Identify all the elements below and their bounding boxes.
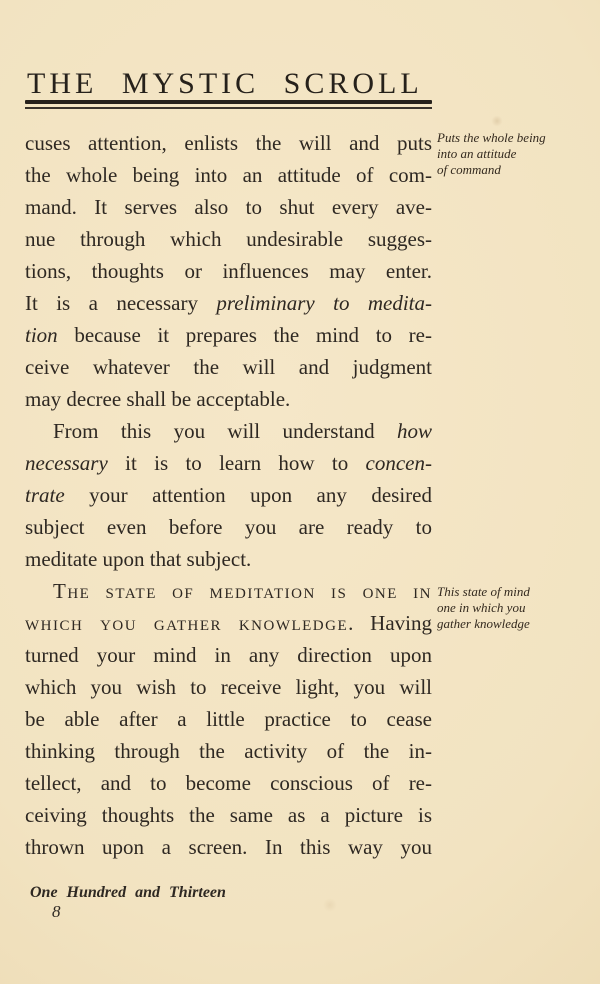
body-line: tions, thoughts or influences may enter.: [25, 259, 432, 283]
body-line: ceive whatever the will and judgment: [25, 355, 432, 379]
margin-note-line: gather knowledge: [437, 616, 530, 631]
page-title: THE MYSTIC SCROLL: [27, 67, 423, 100]
body-line: tion because it prepares the mind to re-: [25, 323, 432, 347]
body-line: which you wish to receive light, you will: [25, 675, 432, 699]
body-line: subject even before you are ready to: [25, 515, 432, 539]
body-line: ceiving thoughts the same as a picture is: [25, 803, 432, 827]
margin-note-line: of command: [437, 162, 501, 177]
body-line: thrown upon a screen. In this way you: [25, 835, 432, 859]
margin-note-attitude-of-command: [437, 130, 589, 178]
body-line: mand. It serves also to shut every ave-: [25, 195, 432, 219]
margin-note-line: This state of mind: [437, 584, 530, 599]
margin-note-line: Puts the whole being: [437, 130, 546, 145]
body-line: trate your attention upon any desired: [25, 483, 432, 507]
body-line: meditate upon that subject.: [25, 547, 252, 571]
header-rule-thin: [25, 107, 432, 109]
body-line: nue through which undesirable sugges-: [25, 227, 432, 251]
body-line: From this you will understand how: [53, 419, 432, 443]
margin-note-gather-knowledge: [437, 584, 589, 632]
body-line: which you gather knowledge. Having: [25, 611, 432, 635]
body-text: [25, 127, 432, 863]
margin-note-line: one in which you: [437, 600, 526, 615]
body-line: cuses attention, enlists the will and puts: [25, 131, 432, 155]
header-rule-thick: [25, 100, 432, 104]
page-number-words: One Hundred and Thirteen: [30, 884, 226, 901]
body-line: The state of meditation is one in: [53, 579, 432, 603]
body-line: tellect, and to become conscious of re-: [25, 771, 432, 795]
body-line: may decree shall be acceptable.: [25, 387, 291, 411]
body-line: be able after a little practice to cease: [25, 707, 432, 731]
body-line: thinking through the activity of the in-: [25, 739, 432, 763]
body-line: necessary it is to learn how to concen-: [25, 451, 432, 475]
body-line: turned your mind in any direction upon: [25, 643, 432, 667]
body-line: the whole being into an attitude of com-: [25, 163, 432, 187]
signature-mark: 8: [52, 902, 61, 921]
margin-note-line: into an attitude: [437, 146, 517, 161]
body-line: It is a necessary preliminary to medita-: [25, 291, 433, 315]
